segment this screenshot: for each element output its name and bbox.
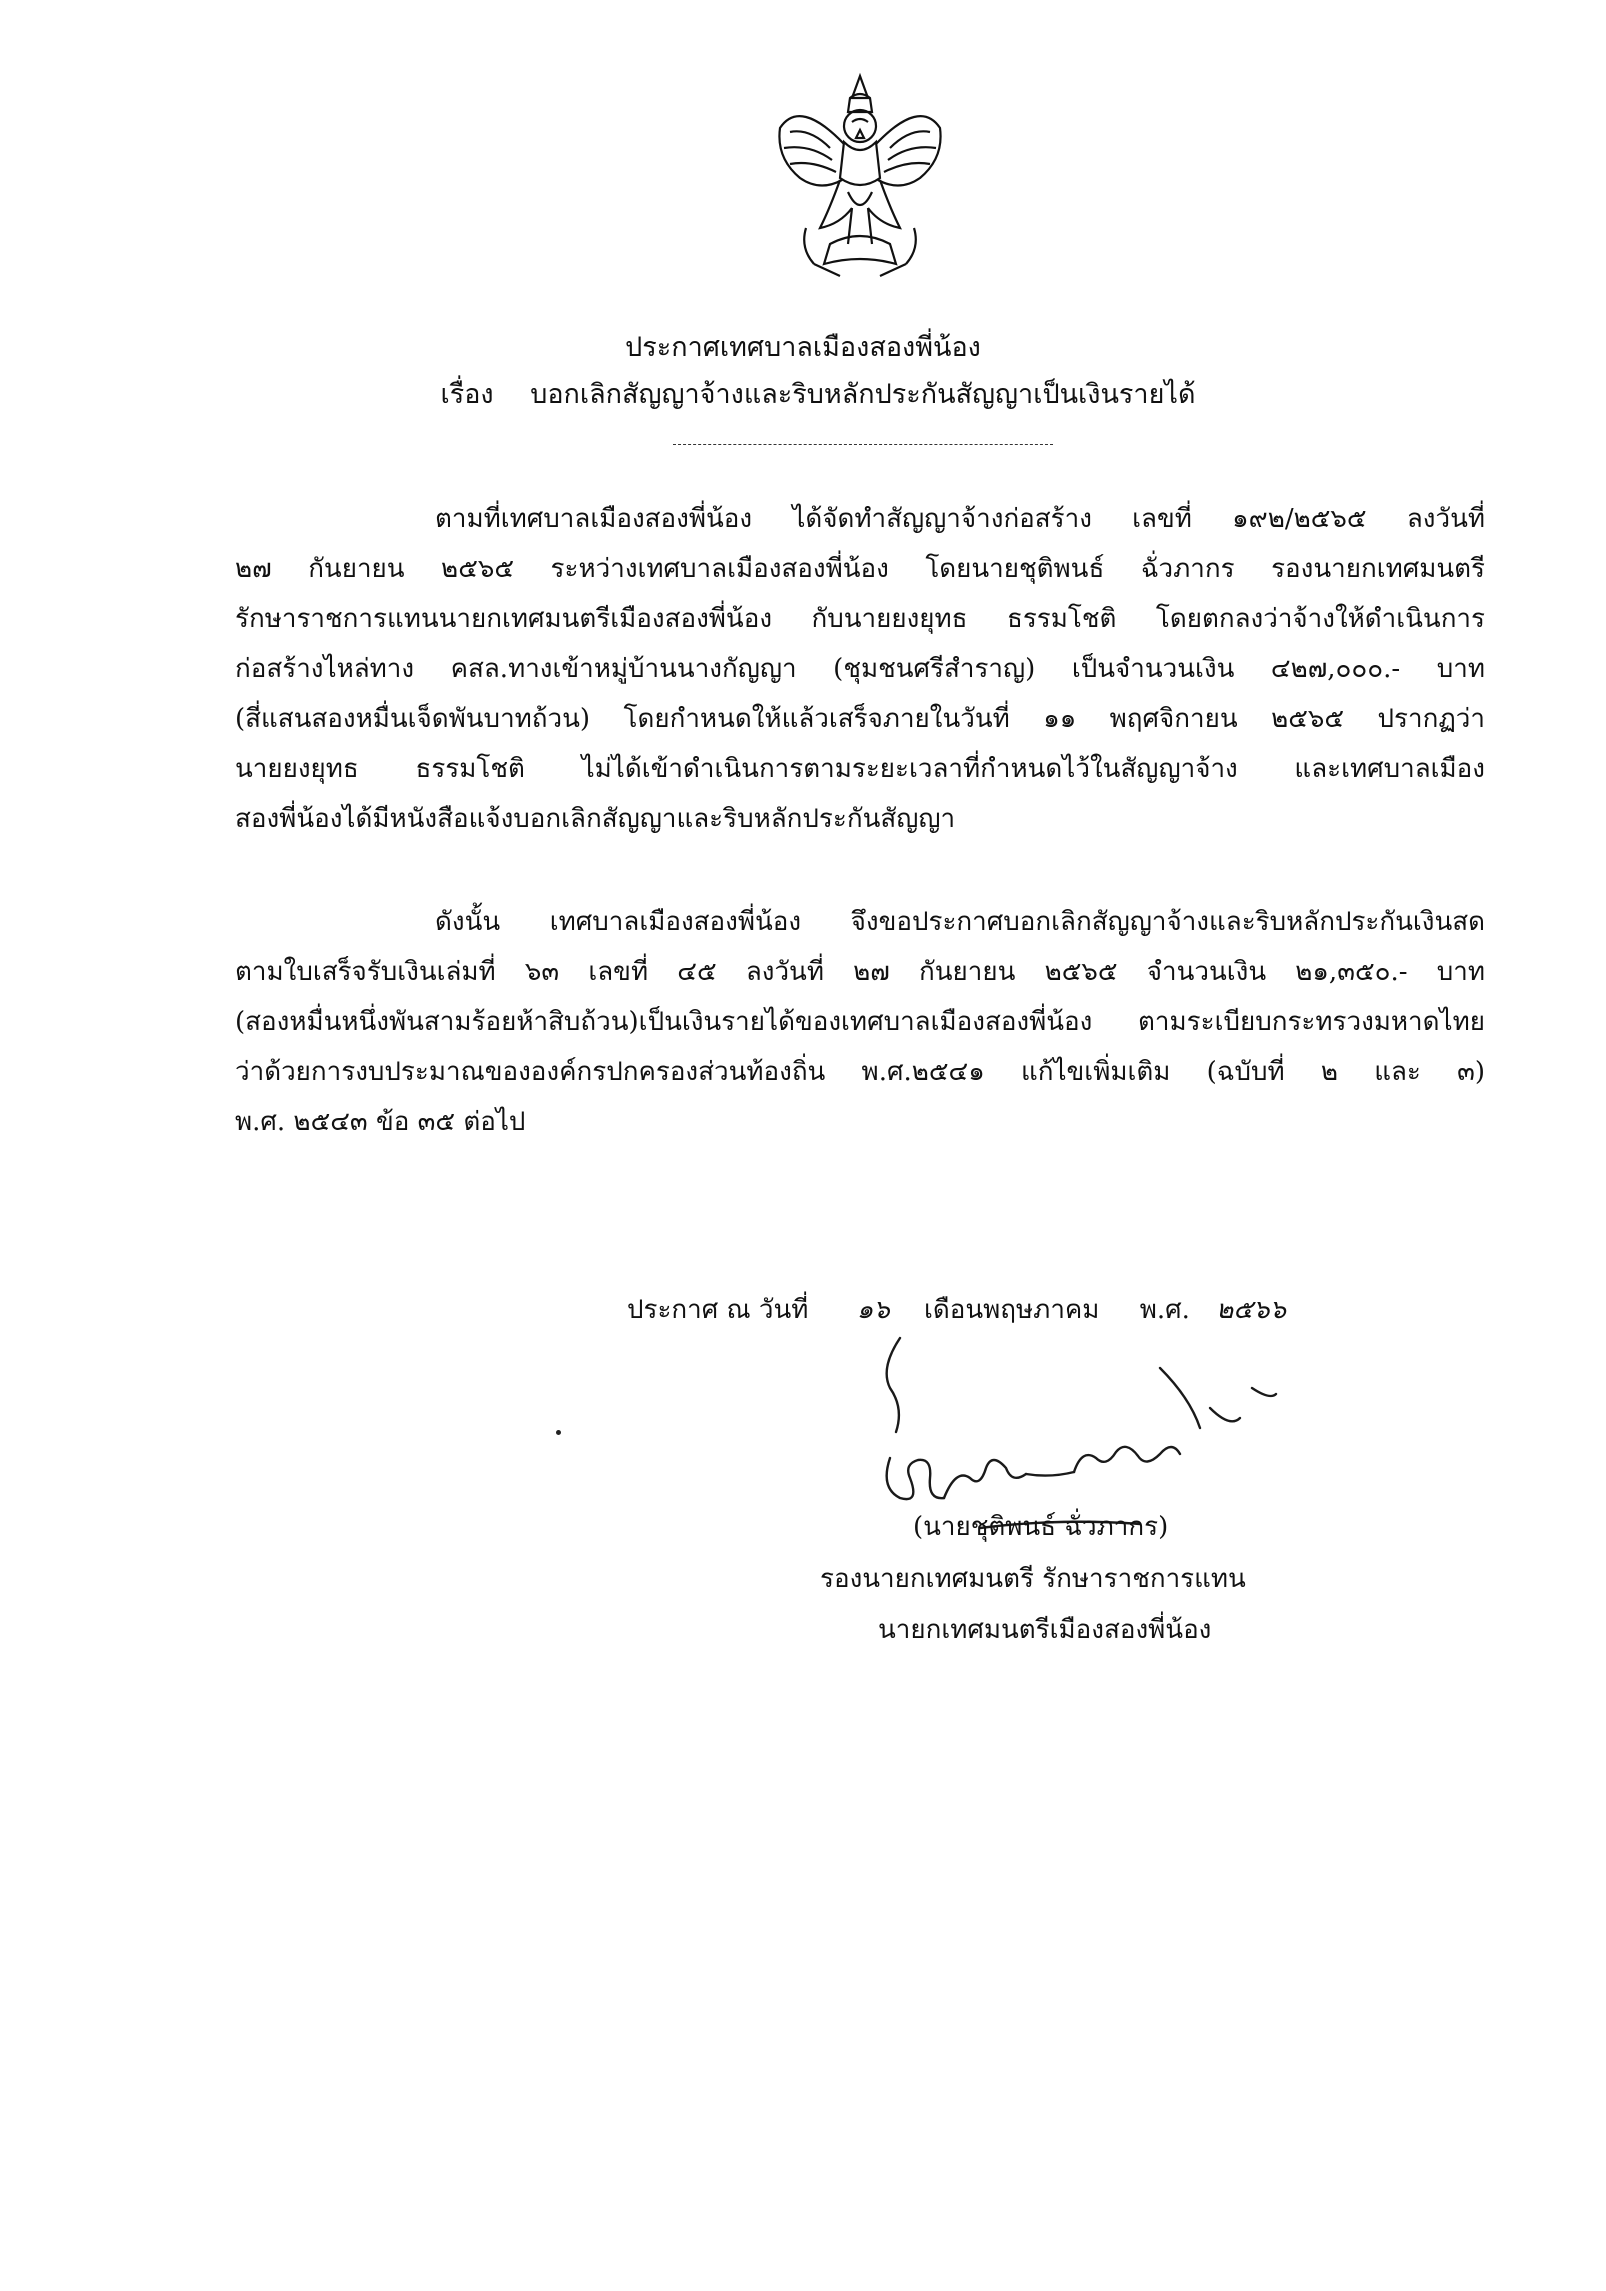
date-year: ๒๕๖๖ xyxy=(1216,1295,1286,1325)
subject-label: เรื่อง xyxy=(440,379,494,410)
title-divider xyxy=(673,444,1053,445)
signatory-position-line2: นายกเทศมนตรีเมืองสองพี่น้อง xyxy=(878,1615,1212,1645)
paragraph-line: ตามใบเสร็จรับเงินเล่มที่ ๖๓ เลขที่ ๔๕ ลงวันที่ ๒๗ กันยายน ๒๕๖๕ จำนวนเงิน ๒๑,๓๕๐.- บาท xyxy=(235,957,1485,987)
ink-dot xyxy=(556,1430,561,1435)
garuda-emblem xyxy=(760,68,960,288)
paragraph-line: สองพี่น้องได้มีหนังสือแจ้งบอกเลิกสัญญาและริบหลักประกันสัญญา xyxy=(235,804,956,834)
paragraph-line: นายยงยุทธ ธรรมโชติ ไม่ได้เข้าดำเนินการตามระยะเวลาที่กำหนดไว้ในสัญญาจ้าง และเทศบาลเมือง xyxy=(235,754,1485,784)
paragraph-line: ดังนั้น เทศบาลเมืองสองพี่น้อง จึงขอประกาศบอกเลิกสัญญาจ้างและริบหลักประกันเงินสด xyxy=(435,907,1485,937)
announcement-date xyxy=(627,1290,1312,1330)
date-year-prefix: พ.ศ. xyxy=(1139,1295,1190,1325)
paragraph-2 xyxy=(235,897,1485,1147)
date-prefix: ประกาศ ณ วันที่ xyxy=(627,1295,809,1325)
paragraph-line: (สองหมื่นหนึ่งพันสามร้อยห้าสิบถ้วน)เป็นเงินรายได้ของเทศบาลเมืองสองพี่น้อง ตามระเบียบกระทรวงมหาดไทย xyxy=(235,1007,1485,1037)
paragraph-line: รักษาราชการแทนนายกเทศมนตรีเมืองสองพี่น้อง กับนายยงยุทธ ธรรมโชติ โดยตกลงว่าจ้างให้ดำเนินการ xyxy=(235,604,1485,634)
subject-text: บอกเลิกสัญญาจ้างและริบหลักประกันสัญญาเป็นเงินรายได้ xyxy=(530,379,1196,410)
paragraph-line: (สี่แสนสองหมื่นเจ็ดพันบาทถ้วน) โดยกำหนดให้แล้วเสร็จภายในวันที่ ๑๑ พฤศจิกายน ๒๕๖๕ ปรากฏว่า xyxy=(235,704,1485,734)
paragraph-line: พ.ศ. ๒๕๔๓ ข้อ ๓๕ ต่อไป xyxy=(235,1107,526,1137)
paragraph-1 xyxy=(235,494,1485,844)
date-month: เดือนพฤษภาคม xyxy=(924,1295,1100,1325)
signatory-name: (นายชุติพนธ์ ฉั่วภากร) xyxy=(913,1512,1169,1542)
announcement-title: ประกาศเทศบาลเมืองสองพี่น้อง xyxy=(625,332,981,363)
date-day: ๑๖ xyxy=(856,1295,890,1325)
paragraph-line: ว่าด้วยการงบประมาณขององค์กรปกครองส่วนท้องถิ่น พ.ศ.๒๕๔๑ แก้ไขเพิ่มเติม (ฉบับที่ ๒ และ ๓) xyxy=(235,1057,1485,1087)
subject-line xyxy=(0,375,1606,415)
signatory-position-line1: รองนายกเทศมนตรี รักษาราชการแทน xyxy=(820,1564,1246,1594)
paragraph-line: ๒๗ กันยายน ๒๕๖๕ ระหว่างเทศบาลเมืองสองพี่น้อง โดยนายชุติพนธ์ ฉั่วภากร รองนายกเทศมนตรี xyxy=(235,554,1485,584)
paragraph-line: ก่อสร้างไหล่ทาง คสล.ทางเข้าหมู่บ้านนางกัญญา (ชุมชนศรีสำราญ) เป็นจำนวนเงิน ๔๒๗,๐๐๐.- บาท xyxy=(235,654,1485,684)
paragraph-line: ตามที่เทศบาลเมืองสองพี่น้อง ได้จัดทำสัญญาจ้างก่อสร้าง เลขที่ ๑๙๒/๒๕๖๕ ลงวันที่ xyxy=(435,504,1485,534)
